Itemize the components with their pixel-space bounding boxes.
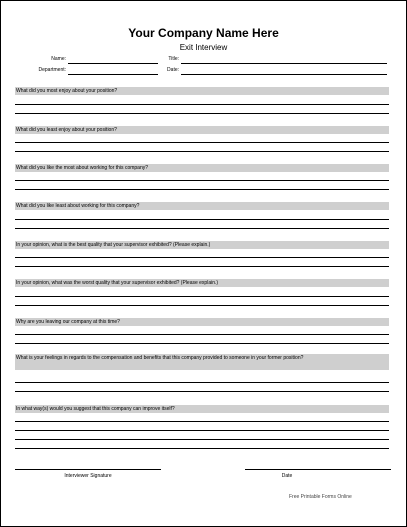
answer-line[interactable] — [15, 219, 389, 220]
name-field[interactable] — [68, 63, 158, 64]
question-text: What did you like least about working for this company? — [16, 203, 140, 209]
name-label: Name: — [51, 56, 66, 62]
answer-line[interactable] — [15, 142, 389, 143]
question-text: In your opinion, what is the best quality that your supervisor exhibited? (Please explain.) — [16, 242, 211, 248]
answer-line[interactable] — [15, 343, 389, 344]
answer-line[interactable] — [15, 104, 389, 105]
question-bar — [15, 164, 389, 172]
question-text: Why are you leaving our company at this time? — [16, 319, 120, 325]
company-name: Your Company Name Here — [128, 26, 279, 40]
answer-line[interactable] — [15, 305, 389, 306]
department-label: Department: — [38, 67, 66, 73]
answer-line[interactable] — [15, 257, 389, 258]
answer-line[interactable] — [15, 430, 389, 431]
question-text: In what way(s) would you suggest that this company can improve itself? — [16, 406, 175, 412]
title-field[interactable] — [181, 63, 387, 64]
question-text: What is your feelings in regards to the compensation and benefits that this company provided to someone in your former position? — [16, 355, 304, 361]
answer-line[interactable] — [15, 113, 389, 114]
question-bar — [15, 202, 389, 210]
question-text: What did you like the most about working for this company? — [16, 165, 149, 171]
department-field[interactable] — [68, 74, 158, 75]
interviewer-signature-label: Interviewer Signature — [64, 473, 112, 479]
date-field[interactable] — [181, 74, 387, 75]
answer-line[interactable] — [15, 334, 389, 335]
answer-line[interactable] — [15, 382, 389, 383]
answer-line[interactable] — [15, 266, 389, 267]
question-bar — [15, 87, 389, 95]
question-text: In your opinion, what was the worst quality that your supervisor exhibited? (Please explain.) — [16, 280, 219, 286]
question-bar — [15, 318, 389, 326]
answer-line[interactable] — [15, 448, 389, 449]
date-label: Date: — [167, 67, 179, 73]
question-bar — [15, 354, 389, 370]
answer-line[interactable] — [15, 189, 389, 190]
question-bar — [15, 279, 389, 287]
footer-credit: Free Printable Forms Online — [289, 494, 352, 500]
answer-line[interactable] — [15, 439, 389, 440]
answer-line[interactable] — [15, 151, 389, 152]
answer-line[interactable] — [15, 421, 389, 422]
signature-date-field[interactable] — [245, 469, 391, 470]
answer-line[interactable] — [15, 296, 389, 297]
question-text: What did you most enjoy about your position? — [16, 88, 118, 94]
question-bar — [15, 126, 389, 134]
interviewer-signature-field[interactable] — [15, 469, 161, 470]
question-text: What did you least enjoy about your position? — [16, 127, 117, 133]
question-bar — [15, 241, 389, 249]
answer-line[interactable] — [15, 391, 389, 392]
signature-date-label: Date — [281, 473, 293, 479]
title-label: Title: — [168, 56, 179, 62]
form-title: Exit Interview — [179, 43, 228, 52]
answer-line[interactable] — [15, 180, 389, 181]
answer-line[interactable] — [15, 228, 389, 229]
question-bar — [15, 405, 389, 413]
